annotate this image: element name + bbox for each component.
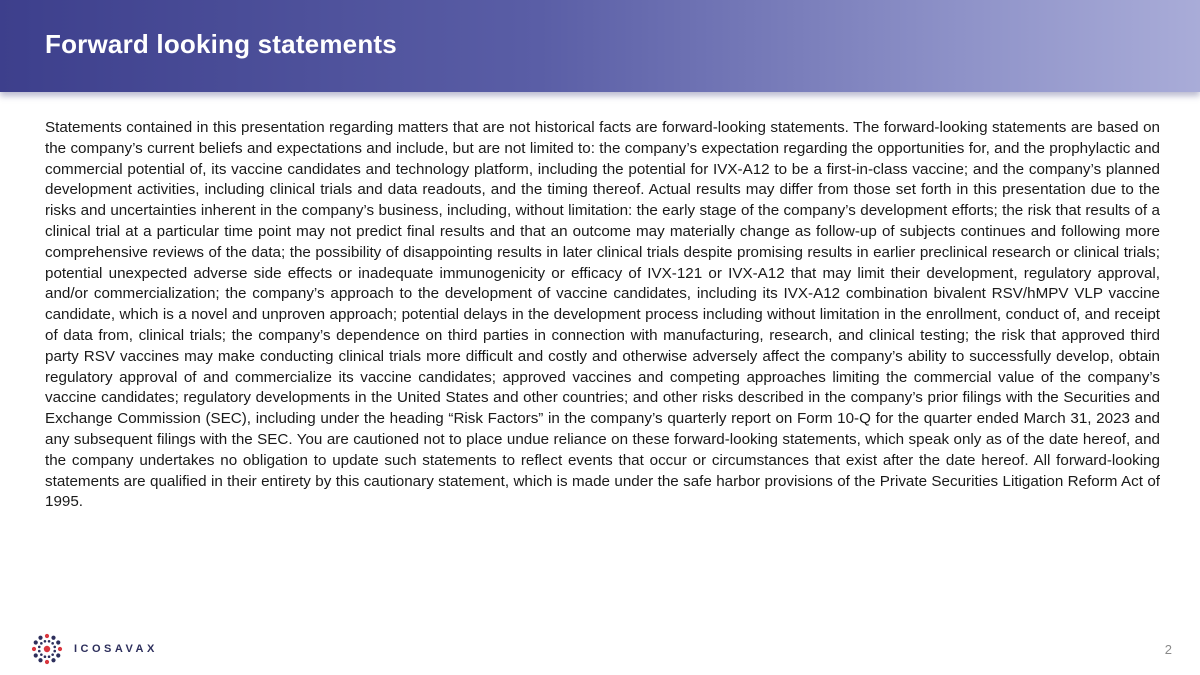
company-logo — [30, 632, 158, 666]
icosavax-logo-icon — [30, 632, 64, 666]
slide-title: Forward looking statements — [45, 29, 397, 59]
forward-looking-statement-text: Statements contained in this presentation regarding matters that are not historical facts are forward-looking statements. The forward-looking statements are based on the company’s current beliefs and expectations and include, but are not limited to: the company’s expectation regarding the opportunities for, and the prophylactic and commercial potential of, its vaccine candidates and technology platform, including the potential for IVX-A12 to be a first-in-class vaccine; and the company’s planned development activities, including clinical trials and data readouts, and the timing thereof. Actual results may differ from those set forth in this presentation due to the risks and uncertainties inherent in the company’s business, including, without limitation: the early stage of the company’s development efforts; the risk that results of a clinical trial at a particular time point may not predict final results and that an outcome may materially change as follow-up of subjects continues and following more comprehensive reviews of the data; the possibility of disappointing results in later clinical trials despite promising results in earlier preclinical research or clinical trials; potential unexpected adverse side effects or inadequate immunogenicity or efficacy of IVX-121 or IVX-A12 that may limit their development, regulatory approval, and/or commercialization; the company’s approach to the development of vaccine candidates, including its IVX-A12 combination bivalent RSV/hMPV VLP vaccine candidate, which is a novel and unproven approach; potential delays in the development process including without limitation in the enrollment, conduct of, and receipt of data from, clinical trials; the company’s dependence on third parties in connection with manufacturing, research, and clinical testing; the risk that approved third party RSV vaccines may make conducting clinical trials more difficult and costly and otherwise adversely affect the company’s ability to successfully develop, obtain regulatory approval of and commercialize its vaccine candidates; approved vaccines and competing approaches limiting the commercial value of the company’s vaccine candidates; regulatory developments in the United States and other countries; and other risks described in the company’s prior filings with the Securities and Exchange Commission (SEC), including under the heading “Risk Factors” in the company’s quarterly report on Form 10-Q for the quarter ended March 31, 2023 and any subsequent filings with the SEC. You are cautioned not to place undue reliance on these forward-looking statements, which speak only as of the date hereof, and the company undertakes no obligation to update such statements to reflect events that occur or circumstances that exist after the date hereof. All forward-looking statements are qualified in their entirety by this cautionary statement, which is made under the safe harbor provisions of the Private Securities Litigation Reform Act of 1995. — [45, 119, 1160, 511]
slide-header — [0, 0, 1200, 92]
page-number: 2 — [1164, 642, 1172, 657]
logo-wordmark: ICOSAVAX — [74, 643, 158, 655]
